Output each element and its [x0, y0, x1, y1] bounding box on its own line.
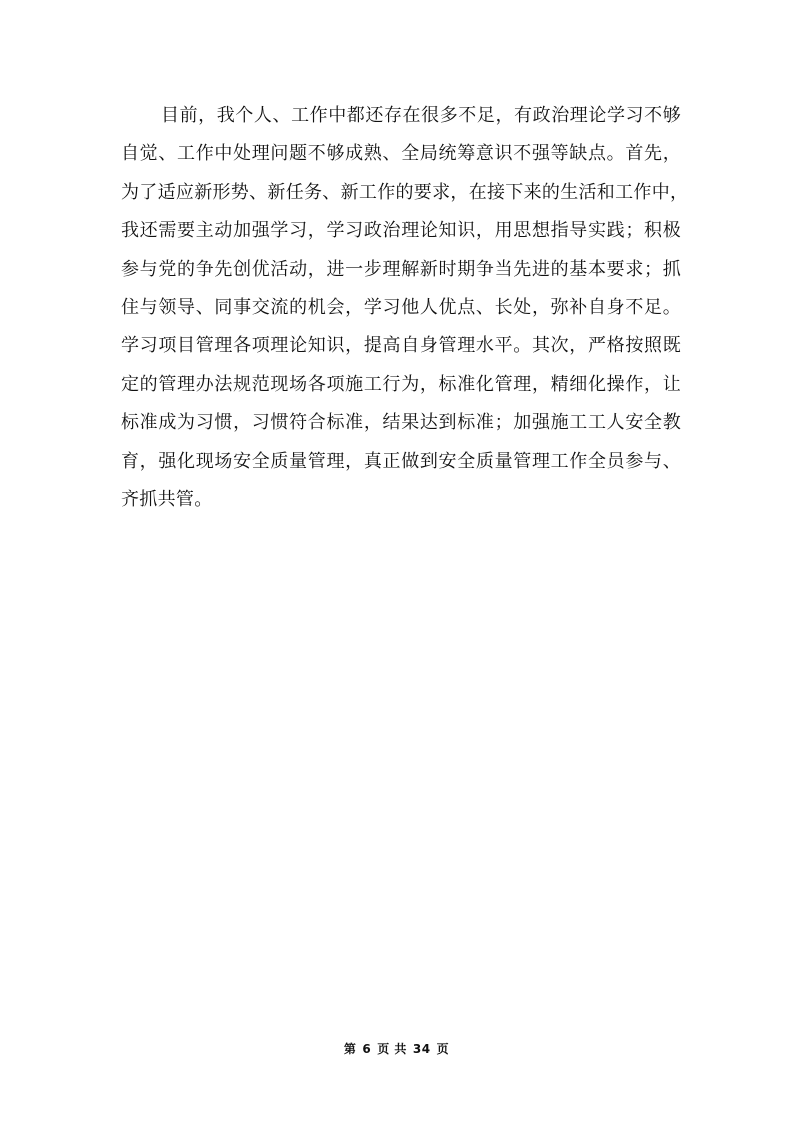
paragraph-line: 齐抓共管。 [121, 488, 213, 510]
paragraph-line: 标准成为习惯，习惯符合标准，结果达到标准；加强施工工人安全教 [121, 412, 681, 434]
paragraph-line: 为了适应新形势、新任务、新工作的要求，在接下来的生活和工作中， [121, 181, 689, 203]
total-page-count: 34 [412, 1042, 431, 1056]
paragraph-line: 住与领导、同事交流的机会，学习他人优点、长处，弥补自身不足。 [121, 296, 681, 318]
paragraph-line: 自觉、工作中处理问题不够成熟、全局统筹意识不强等缺点。首先， [121, 143, 681, 165]
paragraph-line: 我还需要主动加强学习，学习政治理论知识，用思想指导实践；积极 [121, 220, 681, 242]
paragraph-line: 育，强化现场安全质量管理，真正做到安全质量管理工作全员参与、 [121, 450, 681, 472]
footer-suffix: 页 [436, 1042, 450, 1056]
current-page-number: 6 [362, 1042, 372, 1056]
body-paragraph [121, 97, 689, 519]
paragraph-line: 参与党的争先创优活动，进一步理解新时期争当先进的基本要求；抓 [121, 258, 681, 280]
paragraph-line: 学习项目管理各项理论知识，提高自身管理水平。其次，严格按照既 [121, 335, 681, 357]
page-number-footer [0, 1040, 793, 1057]
paragraph-line: 目前，我个人、工作中都还存在很多不足，有政治理论学习不够 [161, 105, 681, 126]
footer-prefix: 第 [343, 1042, 357, 1056]
footer-middle: 页 共 [377, 1042, 407, 1056]
paragraph-line: 定的管理办法规范现场各项施工行为，标准化管理，精细化操作，让 [121, 373, 681, 395]
